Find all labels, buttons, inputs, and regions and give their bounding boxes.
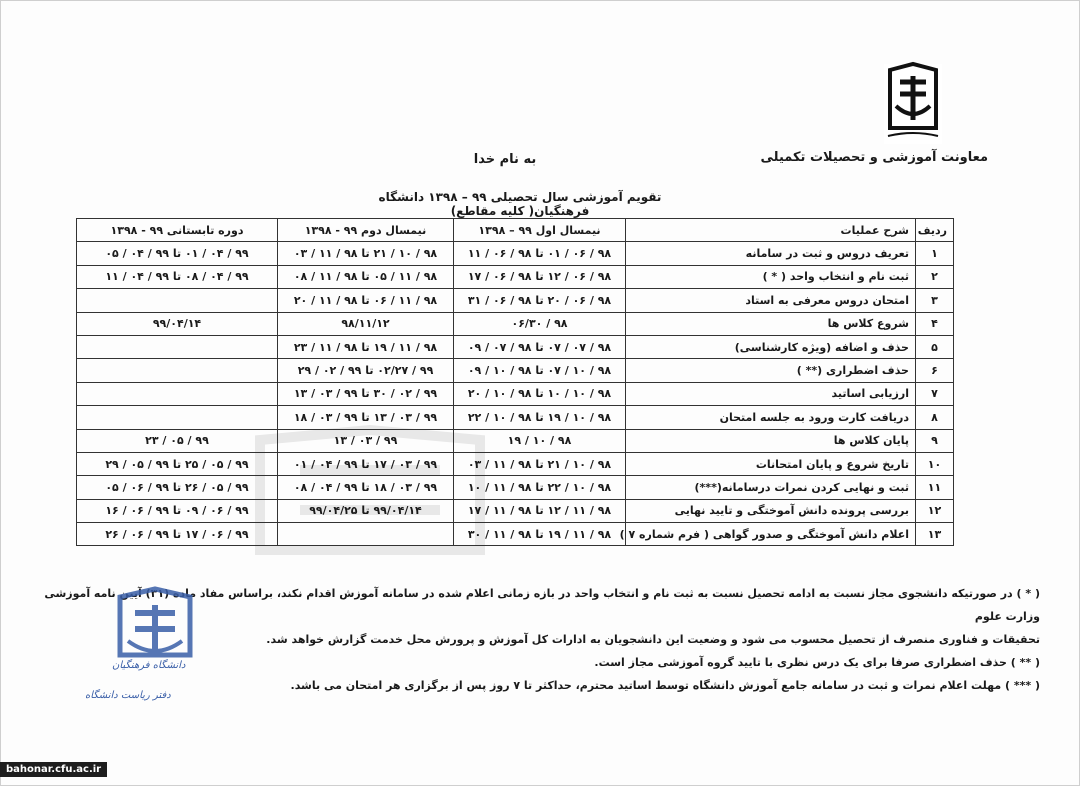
description-cell: شروع کلاس ها <box>626 312 916 335</box>
table-row <box>77 242 954 265</box>
first-semester-cell: ۹۸ / ۱۰ / ۲۲ تا ۹۸ / ۱۱ / ۱۰ <box>454 476 626 499</box>
first-semester-cell: ۹۸ / ۱۰ / ۱۹ <box>454 429 626 452</box>
note-2: ( ** ) حذف اضطراری صرفا برای یک درس نظری با تایید گروه آموزشی مجاز است. <box>594 656 1040 669</box>
row-number-cell: ۱۱ <box>916 476 954 499</box>
first-semester-cell: ۹۸ / ۱۱ / ۱۲ تا ۹۸ / ۱۱ / ۱۷ <box>454 499 626 522</box>
summer-term-cell: ۹۹ / ۰۵ / ۲۶ تا ۹۹ / ۰۶ / ۰۵ <box>77 476 278 499</box>
first-semester-cell: ۹۸ / ۱۰ / ۱۰ تا ۹۸ / ۱۰ / ۲۰ <box>454 382 626 405</box>
table-header-row <box>77 219 954 242</box>
row-number-cell: ۱۳ <box>916 523 954 546</box>
summer-term-cell: ۹۹ / ۰۶ / ۰۹ تا ۹۹ / ۰۶ / ۱۶ <box>77 499 278 522</box>
table-row <box>77 499 954 522</box>
summer-term-cell: ۹۹ / ۰۴ / ۰۱ تا ۹۹ / ۰۴ / ۰۵ <box>77 242 278 265</box>
first-semester-cell: ۹۸ / ۱۰ / ۰۷ تا ۹۸ / ۱۰ / ۰۹ <box>454 359 626 382</box>
table-row <box>77 523 954 546</box>
header-description: شرح عملیات <box>626 219 916 242</box>
row-number-cell: ۸ <box>916 406 954 429</box>
bismillah: به نام خدا <box>473 152 537 167</box>
description-cell: اعلام دانش آموختگی و صدور گواهی ( فرم شماره ۷ ) <box>626 523 916 546</box>
summer-term-cell <box>77 382 278 405</box>
table-row <box>77 359 954 382</box>
summer-term-cell <box>77 289 278 312</box>
note-3: ( *** ) مهلت اعلام نمرات و ثبت در سامانه جامع آموزش دانشگاه توسط اساتید محترم، حداکثر تا ۷ روز پس از برگزاری هر امتحان می باشد. <box>290 679 1040 692</box>
row-number-cell: ۲ <box>916 265 954 288</box>
row-number-cell: ۴ <box>916 312 954 335</box>
first-semester-cell: ۹۸ / ۰۷ / ۰۷ تا ۹۸ / ۰۷ / ۰۹ <box>454 335 626 358</box>
row-number-cell: ۵ <box>916 335 954 358</box>
second-semester-cell: ۹۸/۱۱/۱۲ <box>278 312 454 335</box>
table-row <box>77 382 954 405</box>
description-cell: تعریف دروس و ثبت در سامانه <box>626 242 916 265</box>
table-row <box>77 312 954 335</box>
summer-term-cell: ۹۹ / ۰۶ / ۱۷ تا ۹۹ / ۰۶ / ۲۶ <box>77 523 278 546</box>
description-cell: ثبت نام و انتخاب واحد ( * ) <box>626 265 916 288</box>
summer-term-cell <box>77 359 278 382</box>
row-number-cell: ۱۲ <box>916 499 954 522</box>
second-semester-cell: ۹۹ / ۰۳ / ۱۳ <box>278 429 454 452</box>
site-watermark: bahonar.cfu.ac.ir <box>0 762 107 777</box>
header-first-semester: نیمسال اول ۹۹ – ۱۳۹۸ <box>454 219 626 242</box>
document-title: تقویم آموزشی سال تحصیلی ۹۹ – ۱۳۹۸ دانشگاه فرهنگیان( کلیه مقاطع) <box>378 190 662 218</box>
first-semester-cell: ۹۸ / ۱۰ / ۲۱ تا ۹۸ / ۱۱ / ۰۳ <box>454 452 626 475</box>
second-semester-cell <box>278 523 454 546</box>
second-semester-cell: ۹۸ / ۱۱ / ۱۹ تا ۹۸ / ۱۱ / ۲۳ <box>278 335 454 358</box>
description-cell: بررسی پرونده دانش آموختگی و تایید نهایی <box>626 499 916 522</box>
second-semester-cell: ۹۸ / ۱۰ / ۲۱ تا ۹۸ / ۱۱ / ۰۳ <box>278 242 454 265</box>
description-cell: دریافت کارت ورود به جلسه امتحان <box>626 406 916 429</box>
row-number-cell: ۱ <box>916 242 954 265</box>
table-row <box>77 406 954 429</box>
deputy-title: معاونت آموزشی و تحصیلات تکمیلی <box>760 150 988 165</box>
header-row-number: ردیف <box>916 219 954 242</box>
summer-term-cell: ۹۹/۰۴/۱۴ <box>77 312 278 335</box>
summer-term-cell <box>77 335 278 358</box>
summer-term-cell: ۹۹ / ۰۴ / ۰۸ تا ۹۹ / ۰۴ / ۱۱ <box>77 265 278 288</box>
summer-term-cell: ۹۹ / ۰۵ / ۲۵ تا ۹۹ / ۰۵ / ۲۹ <box>77 452 278 475</box>
second-semester-cell: ۹۹ / ۰۲ / ۳۰ تا ۹۹ / ۰۳ / ۱۳ <box>278 382 454 405</box>
first-semester-cell: ۹۸ / ۰۶ / ۰۱ تا ۹۸ / ۰۶ / ۱۱ <box>454 242 626 265</box>
table-row <box>77 335 954 358</box>
description-cell: حذف اضطراری (** ) <box>626 359 916 382</box>
row-number-cell: ۳ <box>916 289 954 312</box>
second-semester-cell: ۹۹ / ۰۳ / ۱۳ تا ۹۹ / ۰۳ / ۱۸ <box>278 406 454 429</box>
description-cell: تاریخ شروع و پایان امتحانات <box>626 452 916 475</box>
first-semester-cell: ۹۸ / ۰۶/۳۰ <box>454 312 626 335</box>
table-row <box>77 265 954 288</box>
header-second-semester: نیمسال دوم ۹۹ - ۱۳۹۸ <box>278 219 454 242</box>
second-semester-cell: ۹۹ / ۰۳ / ۱۸ تا ۹۹ / ۰۴ / ۰۸ <box>278 476 454 499</box>
first-semester-cell: ۹۸ / ۱۰ / ۱۹ تا ۹۸ / ۱۰ / ۲۲ <box>454 406 626 429</box>
header-summer-term: دوره تابستانی ۹۹ - ۱۳۹۸ <box>77 219 278 242</box>
table-row <box>77 429 954 452</box>
first-semester-cell: ۹۸ / ۱۱ / ۱۹ تا ۹۸ / ۱۱ / ۳۰ <box>454 523 626 546</box>
description-cell: ثبت و نهایی کردن نمرات درسامانه(***) <box>626 476 916 499</box>
academic-calendar-table <box>76 218 954 546</box>
second-semester-cell: ۹۹/۰۴/۱۴ تا ۹۹/۰۴/۲۵ <box>278 499 454 522</box>
row-number-cell: ۱۰ <box>916 452 954 475</box>
table-row <box>77 289 954 312</box>
row-number-cell: ۷ <box>916 382 954 405</box>
description-cell: حذف و اضافه (ویژه کارشناسی) <box>626 335 916 358</box>
summer-term-cell <box>77 406 278 429</box>
description-cell: پایان کلاس ها <box>626 429 916 452</box>
second-semester-cell: ۹۸ / ۱۱ / ۰۶ تا ۹۸ / ۱۱ / ۲۰ <box>278 289 454 312</box>
second-semester-cell: ۹۹ / ۰۲/۲۷ تا ۹۹ / ۰۲ / ۲۹ <box>278 359 454 382</box>
table-row <box>77 452 954 475</box>
university-logo <box>882 62 944 146</box>
description-cell: امتحان دروس معرفی به استاد <box>626 289 916 312</box>
second-semester-cell: ۹۹ / ۰۳ / ۱۷ تا ۹۹ / ۰۴ / ۰۱ <box>278 452 454 475</box>
row-number-cell: ۹ <box>916 429 954 452</box>
second-semester-cell: ۹۸ / ۱۱ / ۰۵ تا ۹۸ / ۱۱ / ۰۸ <box>278 265 454 288</box>
note-1-continued: تحقیقات و فناوری منصرف از تحصیل محسوب می شود و وضعیت این دانشجویان به ادارات کل آموزش و پرورش محل خدمت گزارش خواهد شد. <box>266 633 1040 646</box>
table-row <box>77 476 954 499</box>
note-1: ( * ) در صورتیکه دانشجوی مجاز نسبت به ادامه تحصیل نسبت به ثبت نام و انتخاب واحد در بازه زمانی اعلام شده در سامانه آموزش اقدام نکند، براساس مفاد ماده (۳۱) آیین نامه آموزشی وزارت علوم <box>44 587 1040 623</box>
row-number-cell: ۶ <box>916 359 954 382</box>
first-semester-cell: ۹۸ / ۰۶ / ۲۰ تا ۹۸ / ۰۶ / ۳۱ <box>454 289 626 312</box>
summer-term-cell: ۹۹ / ۰۵ / ۲۳ <box>77 429 278 452</box>
first-semester-cell: ۹۸ / ۰۶ / ۱۲ تا ۹۸ / ۰۶ / ۱۷ <box>454 265 626 288</box>
stamp-text-university: دانشگاه فرهنگیان <box>112 660 186 671</box>
description-cell: ارزیابی اساتید <box>626 382 916 405</box>
stamp-text-office: دفتر رياست دانشگاه <box>85 690 171 701</box>
